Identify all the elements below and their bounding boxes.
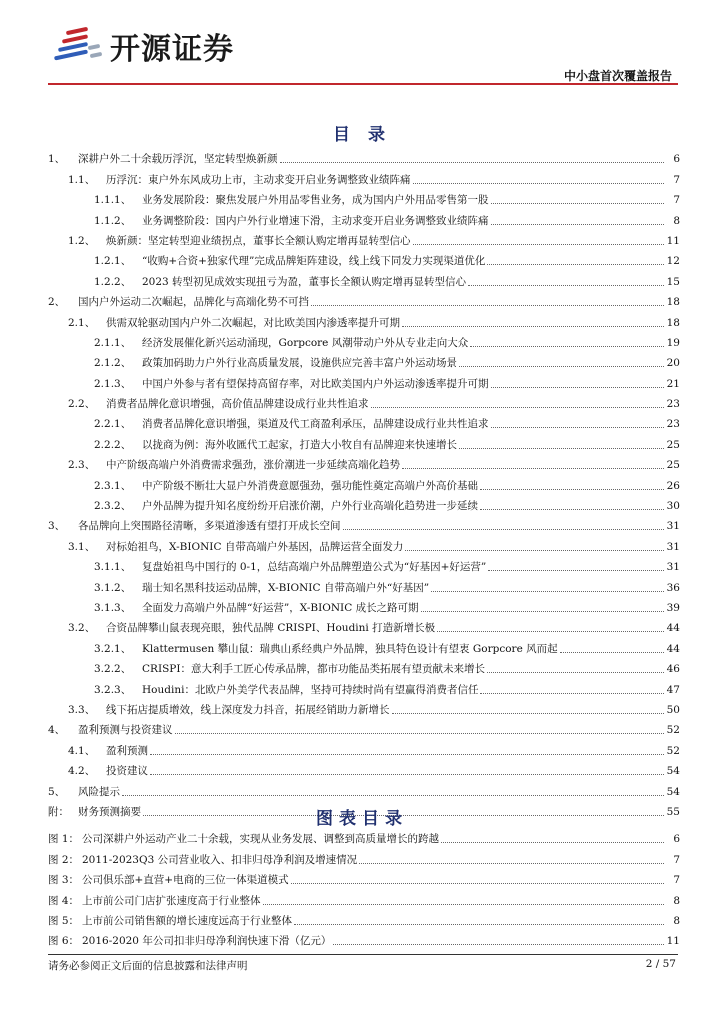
entry-text: 对标始祖鸟，X-BIONIC 自带高端户外基因，品牌运营全面发力 bbox=[106, 540, 404, 553]
entry-text: 投资建议 bbox=[106, 765, 148, 778]
leader-dots bbox=[491, 203, 665, 204]
toc-title: 目 录 bbox=[333, 125, 391, 145]
leader-dots bbox=[480, 509, 664, 510]
brand-logo bbox=[48, 24, 288, 68]
toc-entry[interactable] bbox=[48, 472, 680, 492]
entry-number: 1.1.2、 bbox=[94, 214, 132, 227]
leader-dots bbox=[421, 611, 664, 612]
leader-dots bbox=[441, 842, 664, 843]
leader-dots bbox=[392, 713, 665, 714]
leader-dots bbox=[333, 944, 664, 945]
leader-dots bbox=[459, 366, 664, 367]
toc-entry[interactable] bbox=[48, 431, 680, 451]
leader-dots bbox=[280, 162, 665, 163]
entry-text: 中产阶级高端户外消费需求强劲，涨价潮进一步延续高端化趋势 bbox=[106, 459, 400, 472]
entry-text: 瑞士知名黑科技运动品牌，X-BIONIC 自带高端户外“好基因” bbox=[142, 581, 430, 594]
leader-dots bbox=[470, 346, 664, 347]
entry-text: 财务预测摘要 bbox=[78, 805, 141, 818]
entry-number: 附： bbox=[48, 805, 69, 818]
toc-entry[interactable] bbox=[48, 309, 680, 329]
entry-text: 中国户外参与者有望保持高留存率，对比欧美国内户外运动渗透率提升可期 bbox=[142, 377, 489, 390]
entry-number: 1.2.2、 bbox=[94, 275, 132, 288]
leader-dots bbox=[437, 631, 664, 632]
leader-dots bbox=[413, 183, 665, 184]
entry-page: 39 bbox=[666, 601, 680, 614]
entry-number: 3.1.3、 bbox=[94, 601, 132, 614]
toc-entry[interactable] bbox=[48, 554, 680, 574]
entry-text: 各品牌向上突围路径清晰，多渠道渗透有望打开成长空间 bbox=[78, 520, 341, 533]
entry-text: 中产阶级不断壮大显户外消费意愿强劲，强功能性奠定高端户外高价基础 bbox=[142, 479, 478, 492]
entry-text: 历浮沉：東户外东风成功上市，主动求变开启业务调整致业绩阵痛 bbox=[106, 173, 411, 186]
entry-page: 6 bbox=[673, 153, 680, 166]
entry-text: Klattermusen 攀山鼠：瑞典山系经典户外品牌，独具特色设计有望衷 Gorpcore 风而起 bbox=[142, 642, 558, 655]
entry-number: 图 6： bbox=[48, 935, 80, 948]
leader-dots bbox=[413, 244, 665, 245]
entry-text: 消费者品牌化意识增强，高价值品牌建设成行业共性追求 bbox=[106, 398, 369, 411]
entry-page: 19 bbox=[666, 336, 680, 349]
entry-page: 15 bbox=[666, 275, 680, 288]
entry-number: 图 5： bbox=[48, 914, 80, 927]
entry-page: 11 bbox=[666, 234, 680, 247]
leader-dots bbox=[359, 863, 664, 864]
entry-text: 2016-2020 年公司扣非归母净利润快速下滑（亿元） bbox=[82, 935, 332, 948]
entry-number: 3.1、 bbox=[68, 540, 96, 553]
entry-page: 46 bbox=[666, 663, 680, 676]
entry-text: 政策加码助力户外行业高质量发展，设施供应完善丰富户外运动场景 bbox=[142, 357, 457, 370]
toc-entry[interactable] bbox=[48, 207, 680, 227]
toc-entry[interactable] bbox=[48, 248, 680, 268]
toc-entry[interactable] bbox=[48, 350, 680, 370]
entry-number: 3.1.2、 bbox=[94, 581, 132, 594]
entry-number: 图 4： bbox=[48, 894, 80, 907]
toc-list bbox=[48, 146, 680, 819]
toc-entry[interactable] bbox=[48, 737, 680, 757]
entry-text: 风险提示 bbox=[78, 785, 120, 798]
entry-number: 4.1、 bbox=[68, 744, 96, 757]
entry-number: 1.1、 bbox=[68, 173, 96, 186]
figure-entry[interactable] bbox=[48, 908, 680, 928]
entry-page: 8 bbox=[673, 914, 680, 927]
entry-page: 11 bbox=[666, 935, 680, 948]
page-header bbox=[0, 0, 724, 82]
entry-page: 31 bbox=[666, 540, 680, 553]
leader-dots bbox=[402, 326, 664, 327]
entry-text: 供需双轮驱动国内户外二次崛起，对比欧美国内渗透率提升可期 bbox=[106, 316, 400, 329]
entry-number: 2.1.3、 bbox=[94, 377, 132, 390]
entry-text: 深耕户外二十余载历浮沉，坚定转型焕新颜 bbox=[78, 153, 278, 166]
footer-disclaimer: 请务必参阅正文后面的信息披露和法律声明 bbox=[48, 960, 248, 972]
entry-number: 3.2.2、 bbox=[94, 663, 132, 676]
leader-dots bbox=[491, 427, 665, 428]
figure-entry[interactable] bbox=[48, 887, 680, 907]
entry-number: 2.3、 bbox=[68, 459, 96, 472]
entry-number: 5、 bbox=[48, 785, 66, 798]
entry-page: 30 bbox=[666, 500, 680, 513]
toc-entry[interactable] bbox=[48, 289, 680, 309]
entry-number: 2.2.1、 bbox=[94, 418, 132, 431]
toc-entry[interactable] bbox=[48, 146, 680, 166]
entry-text: 业务调整阶段：国内户外行业增速下滑，主动求变开启业务调整致业绩阵痛 bbox=[142, 214, 489, 227]
entry-number: 3.2、 bbox=[68, 622, 96, 635]
entry-number: 4.2、 bbox=[68, 765, 96, 778]
leader-dots bbox=[431, 591, 664, 592]
entry-number: 2.1.1、 bbox=[94, 336, 132, 349]
entry-text: 公司俱乐部+直营+电商的三位一体渠道模式 bbox=[82, 874, 289, 887]
entry-number: 图 1： bbox=[48, 833, 80, 846]
entry-text: 消费者品牌化意识增强，渠道及代工商盈利承压，品牌建设成行业共性追求 bbox=[142, 418, 489, 431]
entry-page: 23 bbox=[666, 418, 680, 431]
entry-page: 7 bbox=[673, 853, 680, 866]
entry-text: 线下拓店提质增效，线上深度发力抖音，拓展经销助力新增长 bbox=[106, 703, 390, 716]
entry-page: 31 bbox=[666, 561, 680, 574]
leader-dots bbox=[371, 407, 665, 408]
leader-dots bbox=[150, 754, 664, 755]
toc-entry[interactable] bbox=[48, 268, 680, 288]
page-number: 2 / 57 bbox=[645, 958, 676, 970]
toc-entry[interactable] bbox=[48, 493, 680, 513]
figures-title: 图表目录 bbox=[316, 809, 408, 829]
toc-entry[interactable] bbox=[48, 452, 680, 472]
entry-text: “收购+合资+独家代理”完成品牌矩阵建设，线上线下同发力实现渠道优化 bbox=[142, 255, 486, 268]
leader-dots bbox=[294, 924, 664, 925]
leader-dots bbox=[150, 774, 664, 775]
toc-entry[interactable] bbox=[48, 615, 680, 635]
entry-number: 2、 bbox=[48, 296, 66, 309]
leader-dots bbox=[263, 904, 665, 905]
toc-entry[interactable] bbox=[48, 717, 680, 737]
toc-entry[interactable] bbox=[48, 533, 680, 553]
entry-text: 户外品牌为提升知名度纷纷开启涨价潮，户外行业高端化趋势进一步延续 bbox=[142, 500, 478, 513]
entry-page: 8 bbox=[673, 214, 680, 227]
leader-dots bbox=[480, 693, 664, 694]
leader-dots bbox=[487, 264, 664, 265]
leader-dots bbox=[468, 285, 664, 286]
entry-number: 2.3.2、 bbox=[94, 500, 132, 513]
toc-entry[interactable] bbox=[48, 697, 680, 717]
entry-page: 54 bbox=[666, 765, 680, 778]
entry-page: 7 bbox=[673, 874, 680, 887]
toc-entry[interactable] bbox=[48, 187, 680, 207]
entry-page: 25 bbox=[666, 438, 680, 451]
leader-dots bbox=[175, 733, 665, 734]
figures-list bbox=[48, 826, 680, 948]
leader-dots bbox=[491, 224, 665, 225]
entry-page: 31 bbox=[666, 520, 680, 533]
leader-dots bbox=[488, 570, 664, 571]
entry-number: 1.2.1、 bbox=[94, 255, 132, 268]
entry-page: 25 bbox=[666, 459, 680, 472]
leader-dots bbox=[343, 529, 665, 530]
toc-entry[interactable] bbox=[48, 513, 680, 533]
toc-entry[interactable] bbox=[48, 330, 680, 350]
leader-dots bbox=[405, 550, 664, 551]
leader-dots bbox=[311, 305, 664, 306]
entry-number: 2.2、 bbox=[68, 398, 96, 411]
entry-page: 12 bbox=[666, 255, 680, 268]
toc-entry[interactable] bbox=[48, 370, 680, 390]
entry-text: Houdini：北欧户外美学代表品牌，坚持可持续时尚有望赢得消费者信任 bbox=[142, 683, 479, 696]
header-divider bbox=[48, 83, 678, 85]
entry-page: 55 bbox=[666, 805, 680, 818]
entry-number: 2.1、 bbox=[68, 316, 96, 329]
entry-page: 50 bbox=[666, 703, 680, 716]
leader-dots bbox=[459, 448, 664, 449]
entry-number: 2.3.1、 bbox=[94, 479, 132, 492]
brand-logo-icon bbox=[48, 25, 106, 67]
entry-text: 焕新颜：坚定转型迎业绩拐点，董事长全额认购定增再显转型信心 bbox=[106, 234, 411, 247]
entry-number: 图 3： bbox=[48, 874, 80, 887]
entry-number: 4、 bbox=[48, 724, 66, 737]
entry-text: 盈利预测与投资建议 bbox=[78, 724, 173, 737]
entry-text: 业务发展阶段：聚焦发展户外用品零售业务，成为国内户外用品零售第一股 bbox=[142, 194, 489, 207]
toc-entry[interactable] bbox=[48, 758, 680, 778]
entry-text: 国内户外运动二次崛起，品牌化与高端化势不可挡 bbox=[78, 296, 309, 309]
entry-text: 2011-2023Q3 公司营业收入、扣非归母净利润及增速情况 bbox=[82, 853, 358, 866]
entry-page: 52 bbox=[666, 744, 680, 757]
entry-page: 6 bbox=[673, 833, 680, 846]
leader-dots bbox=[487, 672, 664, 673]
entry-number: 1.2、 bbox=[68, 234, 96, 247]
toc-entry[interactable] bbox=[48, 391, 680, 411]
leader-dots bbox=[560, 652, 664, 653]
entry-page: 18 bbox=[666, 296, 680, 309]
entry-text: 复盘始祖鸟中国行的 0-1，总结高端户外品牌塑造公式为“好基因+好运营” bbox=[142, 561, 487, 574]
entry-number: 图 2： bbox=[48, 853, 80, 866]
entry-text: 上市前公司门店扩张速度高于行业整体 bbox=[82, 894, 261, 907]
figure-entry[interactable] bbox=[48, 826, 680, 846]
toc-entry[interactable] bbox=[48, 595, 680, 615]
entry-text: CRISPI：意大利手工匠心传承品牌，都市功能品类拓展有望贡献未来增长 bbox=[142, 663, 485, 676]
toc-entry[interactable] bbox=[48, 228, 680, 248]
brand-name: 开源证券 bbox=[110, 32, 234, 67]
toc-entry[interactable] bbox=[48, 676, 680, 696]
entry-text: 盈利预测 bbox=[106, 744, 148, 757]
entry-number: 2.1.2、 bbox=[94, 357, 132, 370]
toc-entry[interactable] bbox=[48, 574, 680, 594]
report-type: 中小盘首次覆盖报告 bbox=[563, 69, 672, 83]
leader-dots bbox=[491, 387, 665, 388]
entry-page: 18 bbox=[666, 316, 680, 329]
entry-number: 1.1.1、 bbox=[94, 194, 132, 207]
entry-number: 3、 bbox=[48, 520, 66, 533]
entry-text: 以拢商为例：海外收匯代工起家，打造大小牧自有品牌迎来快速增长 bbox=[142, 438, 457, 451]
entry-page: 20 bbox=[666, 357, 680, 370]
entry-number: 3.1.1、 bbox=[94, 561, 132, 574]
entry-page: 36 bbox=[666, 581, 680, 594]
entry-text: 公司深耕户外运动产业二十余载，实现从业务发展、调整到高质量增长的跨越 bbox=[82, 833, 439, 846]
entry-number: 3.2.3、 bbox=[94, 683, 132, 696]
leader-dots bbox=[122, 795, 664, 796]
figure-entry[interactable] bbox=[48, 846, 680, 866]
figure-entry[interactable] bbox=[48, 867, 680, 887]
entry-page: 26 bbox=[666, 479, 680, 492]
toc-entry[interactable] bbox=[48, 166, 680, 186]
entry-page: 23 bbox=[666, 398, 680, 411]
entry-number: 1、 bbox=[48, 153, 66, 166]
leader-dots bbox=[402, 468, 664, 469]
entry-text: 全面发力高端户外品牌“好运营”，X-BIONIC 成长之路可期 bbox=[142, 601, 419, 614]
figure-entry[interactable] bbox=[48, 928, 680, 948]
toc-entry[interactable] bbox=[48, 635, 680, 655]
entry-text: 合资品牌攀山鼠表现亮眼，独代品牌 CRISPI、Houdini 打造新增长极 bbox=[106, 622, 436, 635]
entry-number: 2.2.2、 bbox=[94, 438, 132, 451]
entry-page: 54 bbox=[666, 785, 680, 798]
leader-dots bbox=[480, 489, 664, 490]
toc-entry[interactable] bbox=[48, 411, 680, 431]
entry-page: 21 bbox=[666, 377, 680, 390]
entry-number: 3.2.1、 bbox=[94, 642, 132, 655]
entry-page: 44 bbox=[666, 642, 680, 655]
entry-text: 经济发展催化新兴运动涌现，Gorpcore 风潮带动户外从专业走向大众 bbox=[142, 336, 469, 349]
entry-page: 7 bbox=[673, 194, 680, 207]
entry-text: 2023 转型初见成效实现扭亏为盈，董事长全额认购定增再显转型信心 bbox=[142, 275, 467, 288]
entry-number: 3.3、 bbox=[68, 703, 96, 716]
entry-page: 52 bbox=[666, 724, 680, 737]
toc-entry[interactable] bbox=[48, 778, 680, 798]
entry-page: 7 bbox=[673, 173, 680, 186]
footer-divider bbox=[48, 954, 678, 955]
entry-text: 上市前公司销售额的增长速度远高于行业整体 bbox=[82, 914, 292, 927]
toc-entry[interactable] bbox=[48, 656, 680, 676]
entry-page: 8 bbox=[673, 894, 680, 907]
entry-page: 47 bbox=[666, 683, 680, 696]
leader-dots bbox=[291, 883, 664, 884]
entry-page: 44 bbox=[666, 622, 680, 635]
